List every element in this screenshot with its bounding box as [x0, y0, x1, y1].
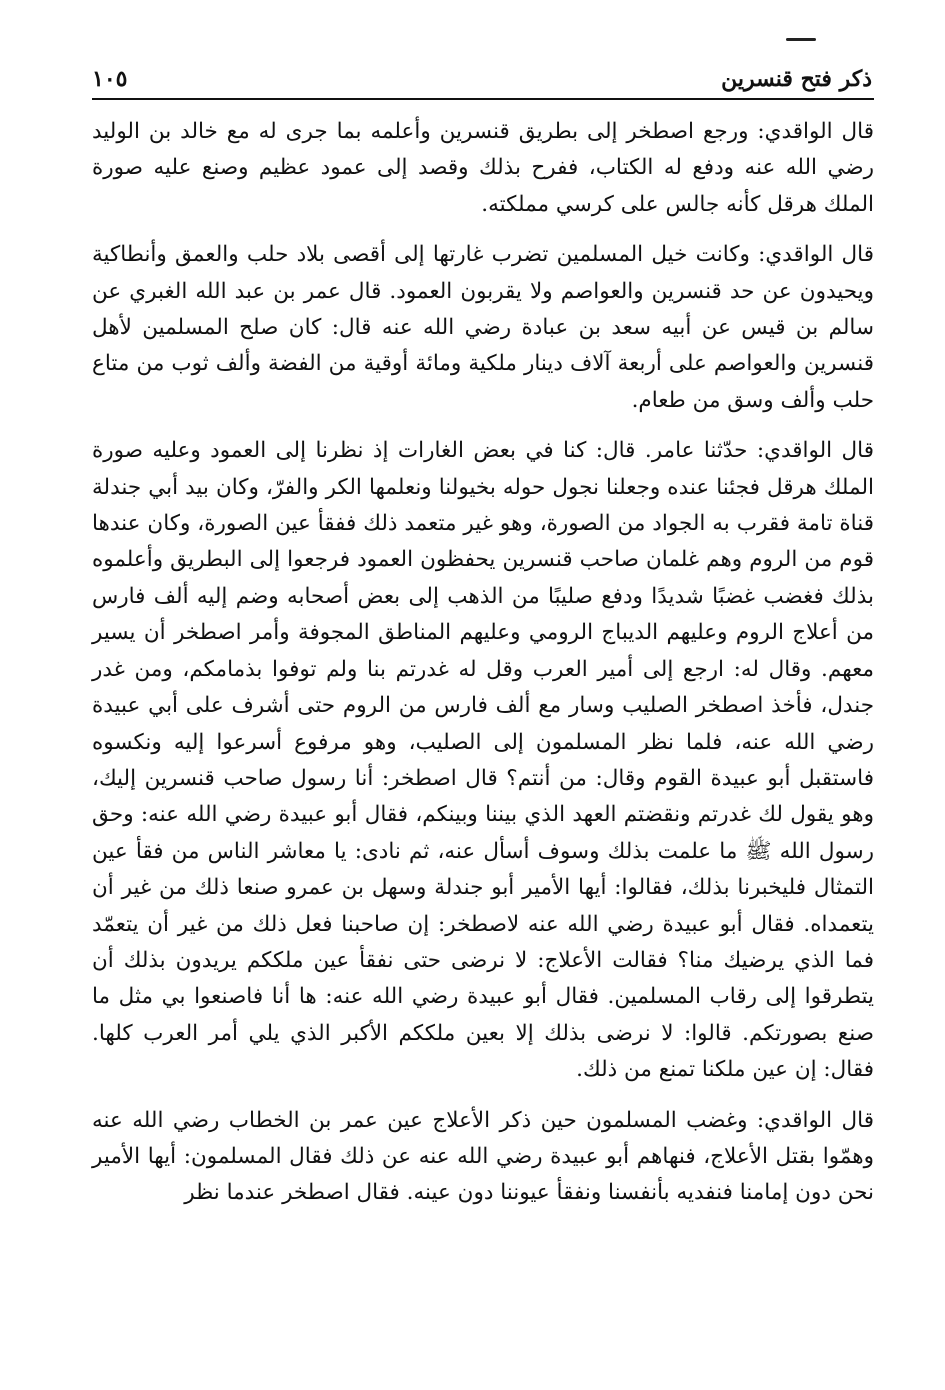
header-rule — [92, 98, 874, 100]
paragraph: قال الواقدي: حدّثنا عامر. قال: كنا في بعض الغارات إذ نظرنا إلى العمود وعليه صورة الملك هرقل فجئنا عنده وجعلنا نجول حوله بخيولنا ونعلمها الكر والفرّ، وكان بيد أبي جندلة قناة تامة فقرب به الجواد من الصورة، وهو غير متعمد ذلك ففقأ عين الصورة، وكان عندها قوم من الروم وهم غلمان صاحب قنسرين يحفظون العمود فرجعوا إلى البطريق وأعلموه بذلك فغضب غضبًا شديدًا ودفع صليبًا من الذهب إلى بعض أصحابه وضم إليه ألف فارس من أعلاج الروم وعليهم الديباج الرومي وعليهم المناطق المجوفة وأمر اصطخر أن يسير معهم. وقال له: ارجع إلى أمير العرب وقل له غدرتم بنا ولم توفوا بذمامكم، ومن غدر جندل، فأخذ اصطخر الصليب وسار مع ألف فارس من الروم حتى أشرف على أبي عبيدة رضي الله عنه، فلما نظر المسلمون إلى الصليب، وهو مرفوع أسرعوا إليه ونكسوه فاستقبل أبو عبيدة القوم وقال: من أنتم؟ قال اصطخر: أنا رسول صاحب قنسرين إليك، وهو يقول لك غدرتم ونقضتم العهد الذي بيننا وبينكم، فقال أبو عبيدة رضي الله عنه: وحق رسول الله ﷺ ما علمت بذلك وسوف أسأل عنه، ثم نادى: يا معاشر الناس من فقأ عين التمثال فليخبرنا بذلك، فقالوا: أيها الأمير أبو جندلة وسهل بن عمرو صنعا ذلك من غير أن يتعمداه. فقال أبو عبيدة رضي الله عنه لاصطخر: إن صاحبنا فعل ذلك من غير أن يتعمّد فما الذي يرضيك منا؟ فقالت الأعلاج: لا نرضى حتى نفقأ عين ملككم يريدون بذلك أن يتطرقوا إلى رقاب المسلمين. فقال أبو عبيدة رضي الله عنه: ها أنا فاصنعوا بي مثل ما صنع بصورتكم. قالوا: لا نرضى بذلك إلا بعين ملككم الأكبر الذي يلي أمر العرب كلها. فقال: إن عين ملكنا تمنع من ذلك. — [92, 438, 874, 1083]
running-title: ذكر فتح قنسرين — [721, 66, 872, 92]
page-body — [92, 114, 874, 1212]
paragraph: قال الواقدي: وغضب المسلمون حين ذكر الأعلاج عين عمر بن الخطاب رضي الله عنه وهمّوا بقتل الأعلاج، فنهاهم أبو عبيدة رضي الله عنه عن ذلك فقال المسلمون: أيها الأمير نحن دون إمامنا فنفديه بأنفسنا ونفقأ عيوننا دون عينه. فقال اصطخر عندما نظر — [92, 1107, 874, 1206]
paragraph: قال الواقدي: وكانت خيل المسلمين تضرب غارتها إلى أقصى بلاد حلب والعمق وأنطاكية ويحيدون عن حد قنسرين والعواصم ولا يقربون العمود. قال عمر بن عبد الله الغبري عن سالم بن قيس عن أبيه سعد بن عبادة رضي الله عنه قال: كان صلح المسلمين لأهل قنسرين والعواصم على أربعة آلاف دينار ملكية ومائة أوقية من الفضة وألف ثوب من متاع حلب وألف وسق من طعام. — [92, 242, 874, 413]
paragraph: قال الواقدي: ورجع اصطخر إلى بطريق قنسرين وأعلمه بما جرى له مع خالد بن الوليد رضي الله عنه ودفع له الكتاب، ففرح بذلك وقصد إلى عمود عظيم وصنع عليه صورة الملك هرقل كأنه جالس على كرسي مملكته. — [92, 119, 874, 217]
page-number: ١٠٥ — [92, 66, 128, 92]
page-header — [92, 62, 872, 102]
printer-mark — [786, 38, 816, 41]
